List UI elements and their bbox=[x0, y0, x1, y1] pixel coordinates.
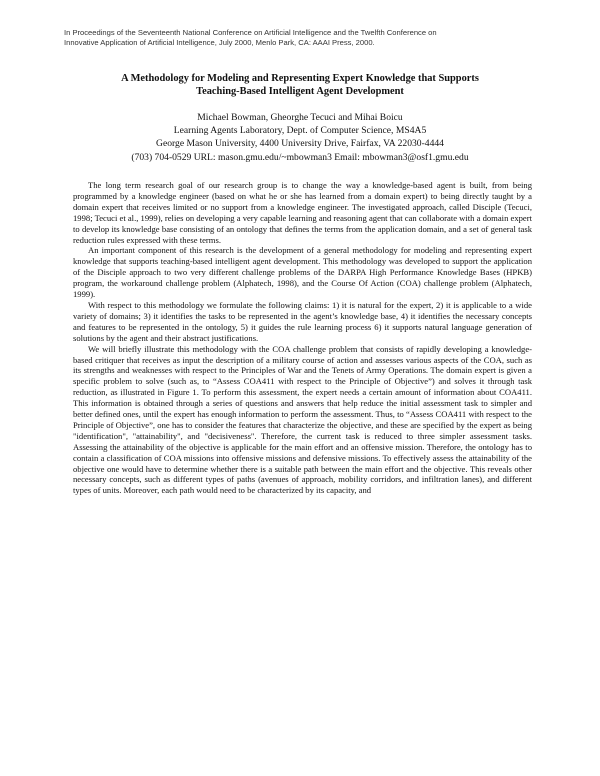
author-contact: (703) 704-0529 URL: mason.gmu.edu/~mbowman3 Email: mbowman3@osf1.gmu.edu bbox=[131, 151, 469, 163]
author-address: George Mason University, 4400 University Drive, Fairfax, VA 22030-4444 bbox=[156, 138, 444, 150]
paragraph-2: An important component of this research is the development of a general methodology for modeling and representing expert knowledge that supports teaching-based intelligent agent development. This methodology was developed to support the application of the Disciple approach to two very different challenge problems of the DARPA High Performance Knowledge Bases (HPKB) program, the workaround challenge problem (Alphatech, 1998), and the Course Of Action (COA) challenge problem (Alphatech, 1999). bbox=[73, 245, 532, 300]
body-text bbox=[73, 180, 532, 496]
paragraph-3: With respect to this methodology we formulate the following claims: 1) it is natural for the expert, 2) it is applicable to a wide variety of domains; 3) it identifies the tasks to be represented in the agent’s knowledge base, 4) it identifies the necessary concepts and features to be represented in the ontology, 5) it guides the rule learning process 6) it supports natural language generation of solutions by the agent and their abstract justifications. bbox=[73, 299, 532, 343]
paper-title-line-2: Teaching-Based Intelligent Agent Development bbox=[196, 86, 404, 97]
paragraph-1: The long term research goal of our research group is to change the way a knowledge-based agent is built, from being programmed by a knowledge engineer (based on what he or she has learned from a domain expert) to being directly taught by a domain expert that receives limited or no support from a knowledge engineer. The investigated approach, called Disciple (Tecuci, 1998; Tecuci et al., 1999), relies on developing a very capable learning and reasoning agent that can collaborate with a domain expert to develop its knowledge base consisting of an ontology that defines the terms from the application domain, and a set of general task reduction rules expressed with these terms. bbox=[73, 180, 532, 245]
paper-title bbox=[60, 72, 540, 98]
proceedings-note bbox=[64, 28, 554, 48]
paper-title-line-1: A Methodology for Modeling and Representing Expert Knowledge that Supports bbox=[121, 73, 479, 84]
author-names: Michael Bowman, Gheorghe Tecuci and Mihai Boicu bbox=[197, 112, 403, 123]
proceedings-note-line-1: In Proceedings of the Seventeenth National Conference on Artificial Intelligence and the Twelfth Conference on bbox=[64, 28, 437, 37]
proceedings-note-line-2: Innovative Application of Artificial Intelligence, July 2000, Menlo Park, CA: AAAI Press, 2000. bbox=[64, 38, 375, 47]
author-lab: Learning Agents Laboratory, Dept. of Computer Science, MS4A5 bbox=[173, 125, 427, 137]
paragraph-4: We will briefly illustrate this methodology with the COA challenge problem that consists of rapidly developing a knowledge-based critiquer that receives as input the description of a military course of action and assesses various aspects of the COA, such as its strengths and weaknesses with respect to the Principles of War and the Tenets of Army Operations. The domain expert is given a specific problem to solve (such as, to “Assess COA411 with respect to the Principle of Objective”) and solves it through task reduction, as illustrated in Figure 1. To perform this assessment, the expert needs a certain amount of information about COA411. This information is obtained through a series of questions and answers that help reduce the initial assessment task to simpler and better defined ones, until the expert has enough information to perform the assessment. Thus, to “Assess COA411 with respect to the Principle of Objective”, one has to consider the features that characterize the objective, and these are specified by the expert as being "identification", "attainability", and "decisiveness". Therefore, the current task is reduced to three simpler assessment tasks. Assessing the attainability of the objective is applicable for the main effort and an offensive mission. Therefore, the ontology has to contain a classification of COA missions into offensive missions and defensive missions. To effectively assess the attainability of the objective one would have to determine whether there is a suitable path between the main effort and the objective. This reveals other necessary concepts, such as different types of paths (avenues of approach, mobility corridors, and infiltration lanes), and different types of units. Moreover, each path would need to be characterized by its capacity, and bbox=[73, 343, 532, 496]
author-block bbox=[60, 111, 540, 164]
